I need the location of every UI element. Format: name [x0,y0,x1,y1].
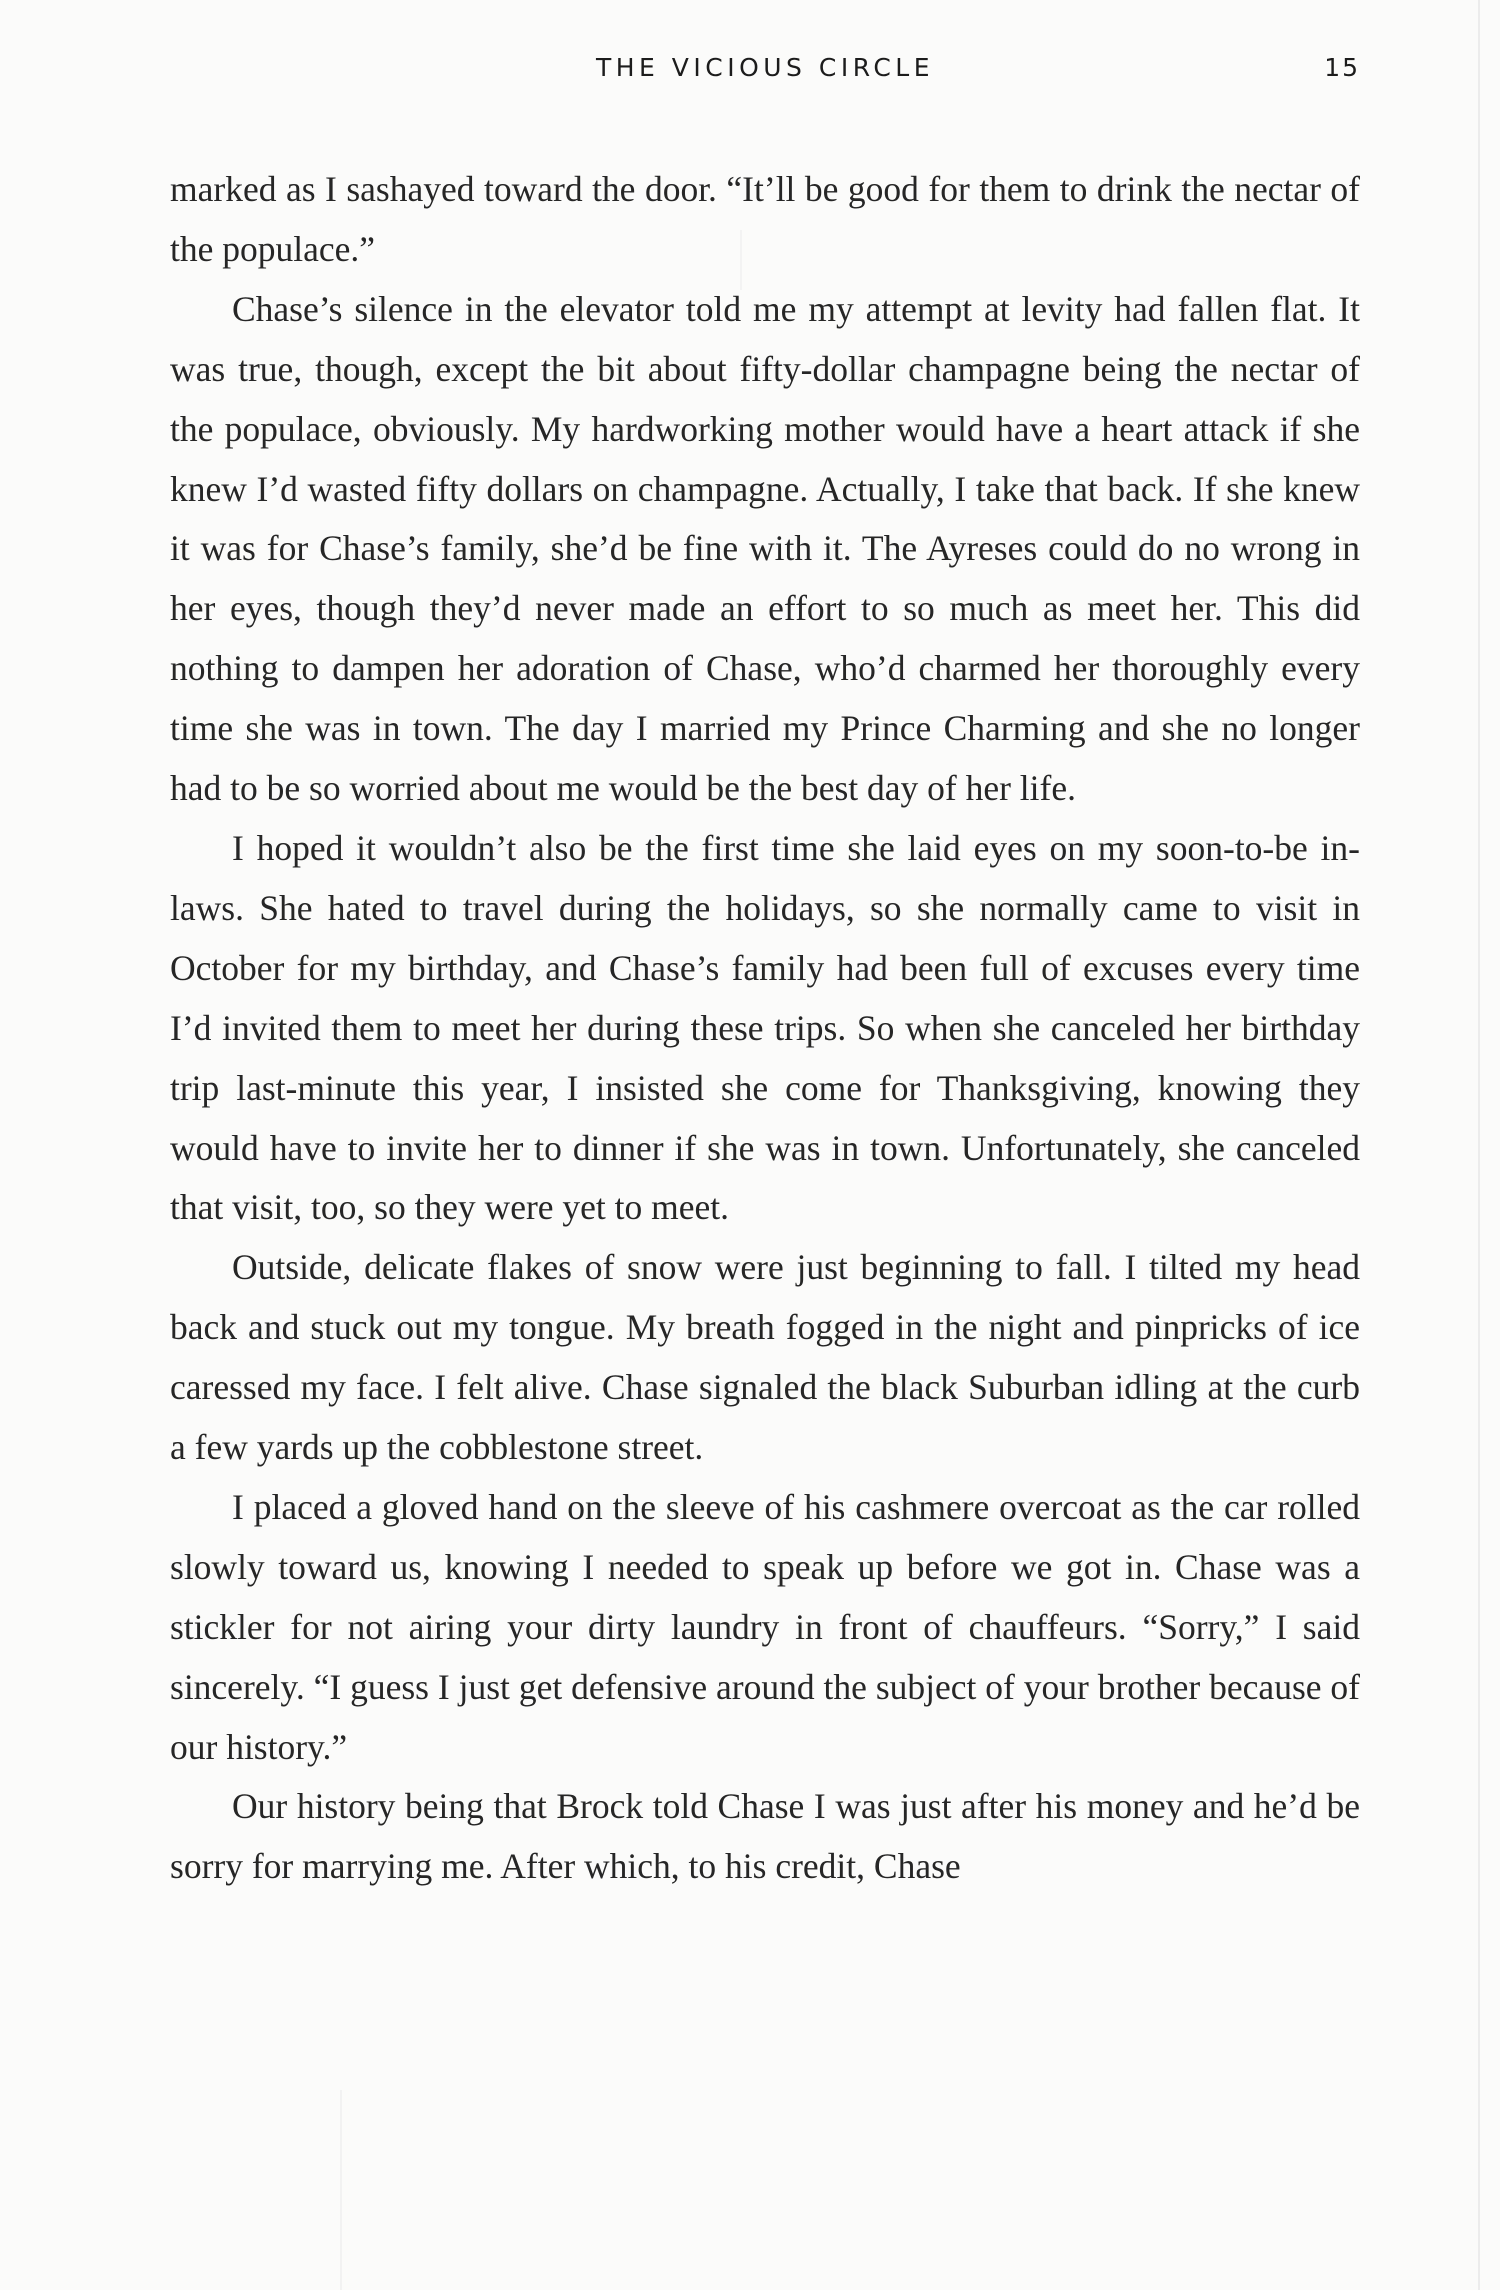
paragraph: Chase’s silence in the elevator told me my attempt at levity had fallen flat. It was true, though, except the bit about fifty-dollar champagne being the nectar of the populace, obviously. My hardworking mother would have a heart attack if she knew I’d wasted fifty dollars on champagne. Actually, I take that back. If she knew it was for Chase’s family, she’d be fine with it. The Ayreses could do no wrong in her eyes, though they’d never made an effort to so much as meet her. This did nothing to dampen her adoration of Chase, who’d charmed her thoroughly every time she was in town. The day I married my Prince Charming and she no longer had to be so worried about me would be the best day of her life. [170,288,1360,809]
scan-artifact-line [1478,0,1480,2290]
scan-artifact-line [340,2090,342,2290]
paragraph: I placed a gloved hand on the sleeve of his cashmere overcoat as the car rolled slowly toward us, knowing I needed to speak up before we got in. Chase was a stickler for not airing your dirty laundry in front of chauffeurs. “Sorry,” I said sincerely. “I guess I just get defensive around the subject of your brother because of our history.” [170,1486,1360,1767]
paragraph: marked as I sashayed toward the door. “It’ll be good for them to drink the nectar of the populace.” [170,169,1360,269]
running-head: THE VICIOUS CIRCLE [595,53,935,82]
body-text [170,160,1360,1897]
page-number: 15 [1324,53,1360,82]
paragraph: I hoped it wouldn’t also be the first time she laid eyes on my soon-to-be in-laws. She hated to travel during the holidays, so she normally came to visit in October for my birthday, and Chase’s family had been full of excuses every time I’d invited them to meet her during these trips. So when she canceled her birthday trip last-minute this year, I insisted she come for Thanksgiving, knowing they would have to invite her to dinner if she was in town. Unfortunately, she canceled that visit, too, so they were yet to meet. [170,827,1360,1228]
page-header [170,48,1360,88]
paragraph: Our history being that Brock told Chase I was just after his money and he’d be sorry for marrying me. After which, to his credit, Chase [170,1786,1360,1887]
paragraph: Outside, delicate flakes of snow were just beginning to fall. I tilted my head back and stuck out my tongue. My breath fogged in the night and pinpricks of ice caressed my face. I felt alive. Chase signaled the black Suburban idling at the curb a few yards up the cobblestone street. [170,1247,1360,1468]
